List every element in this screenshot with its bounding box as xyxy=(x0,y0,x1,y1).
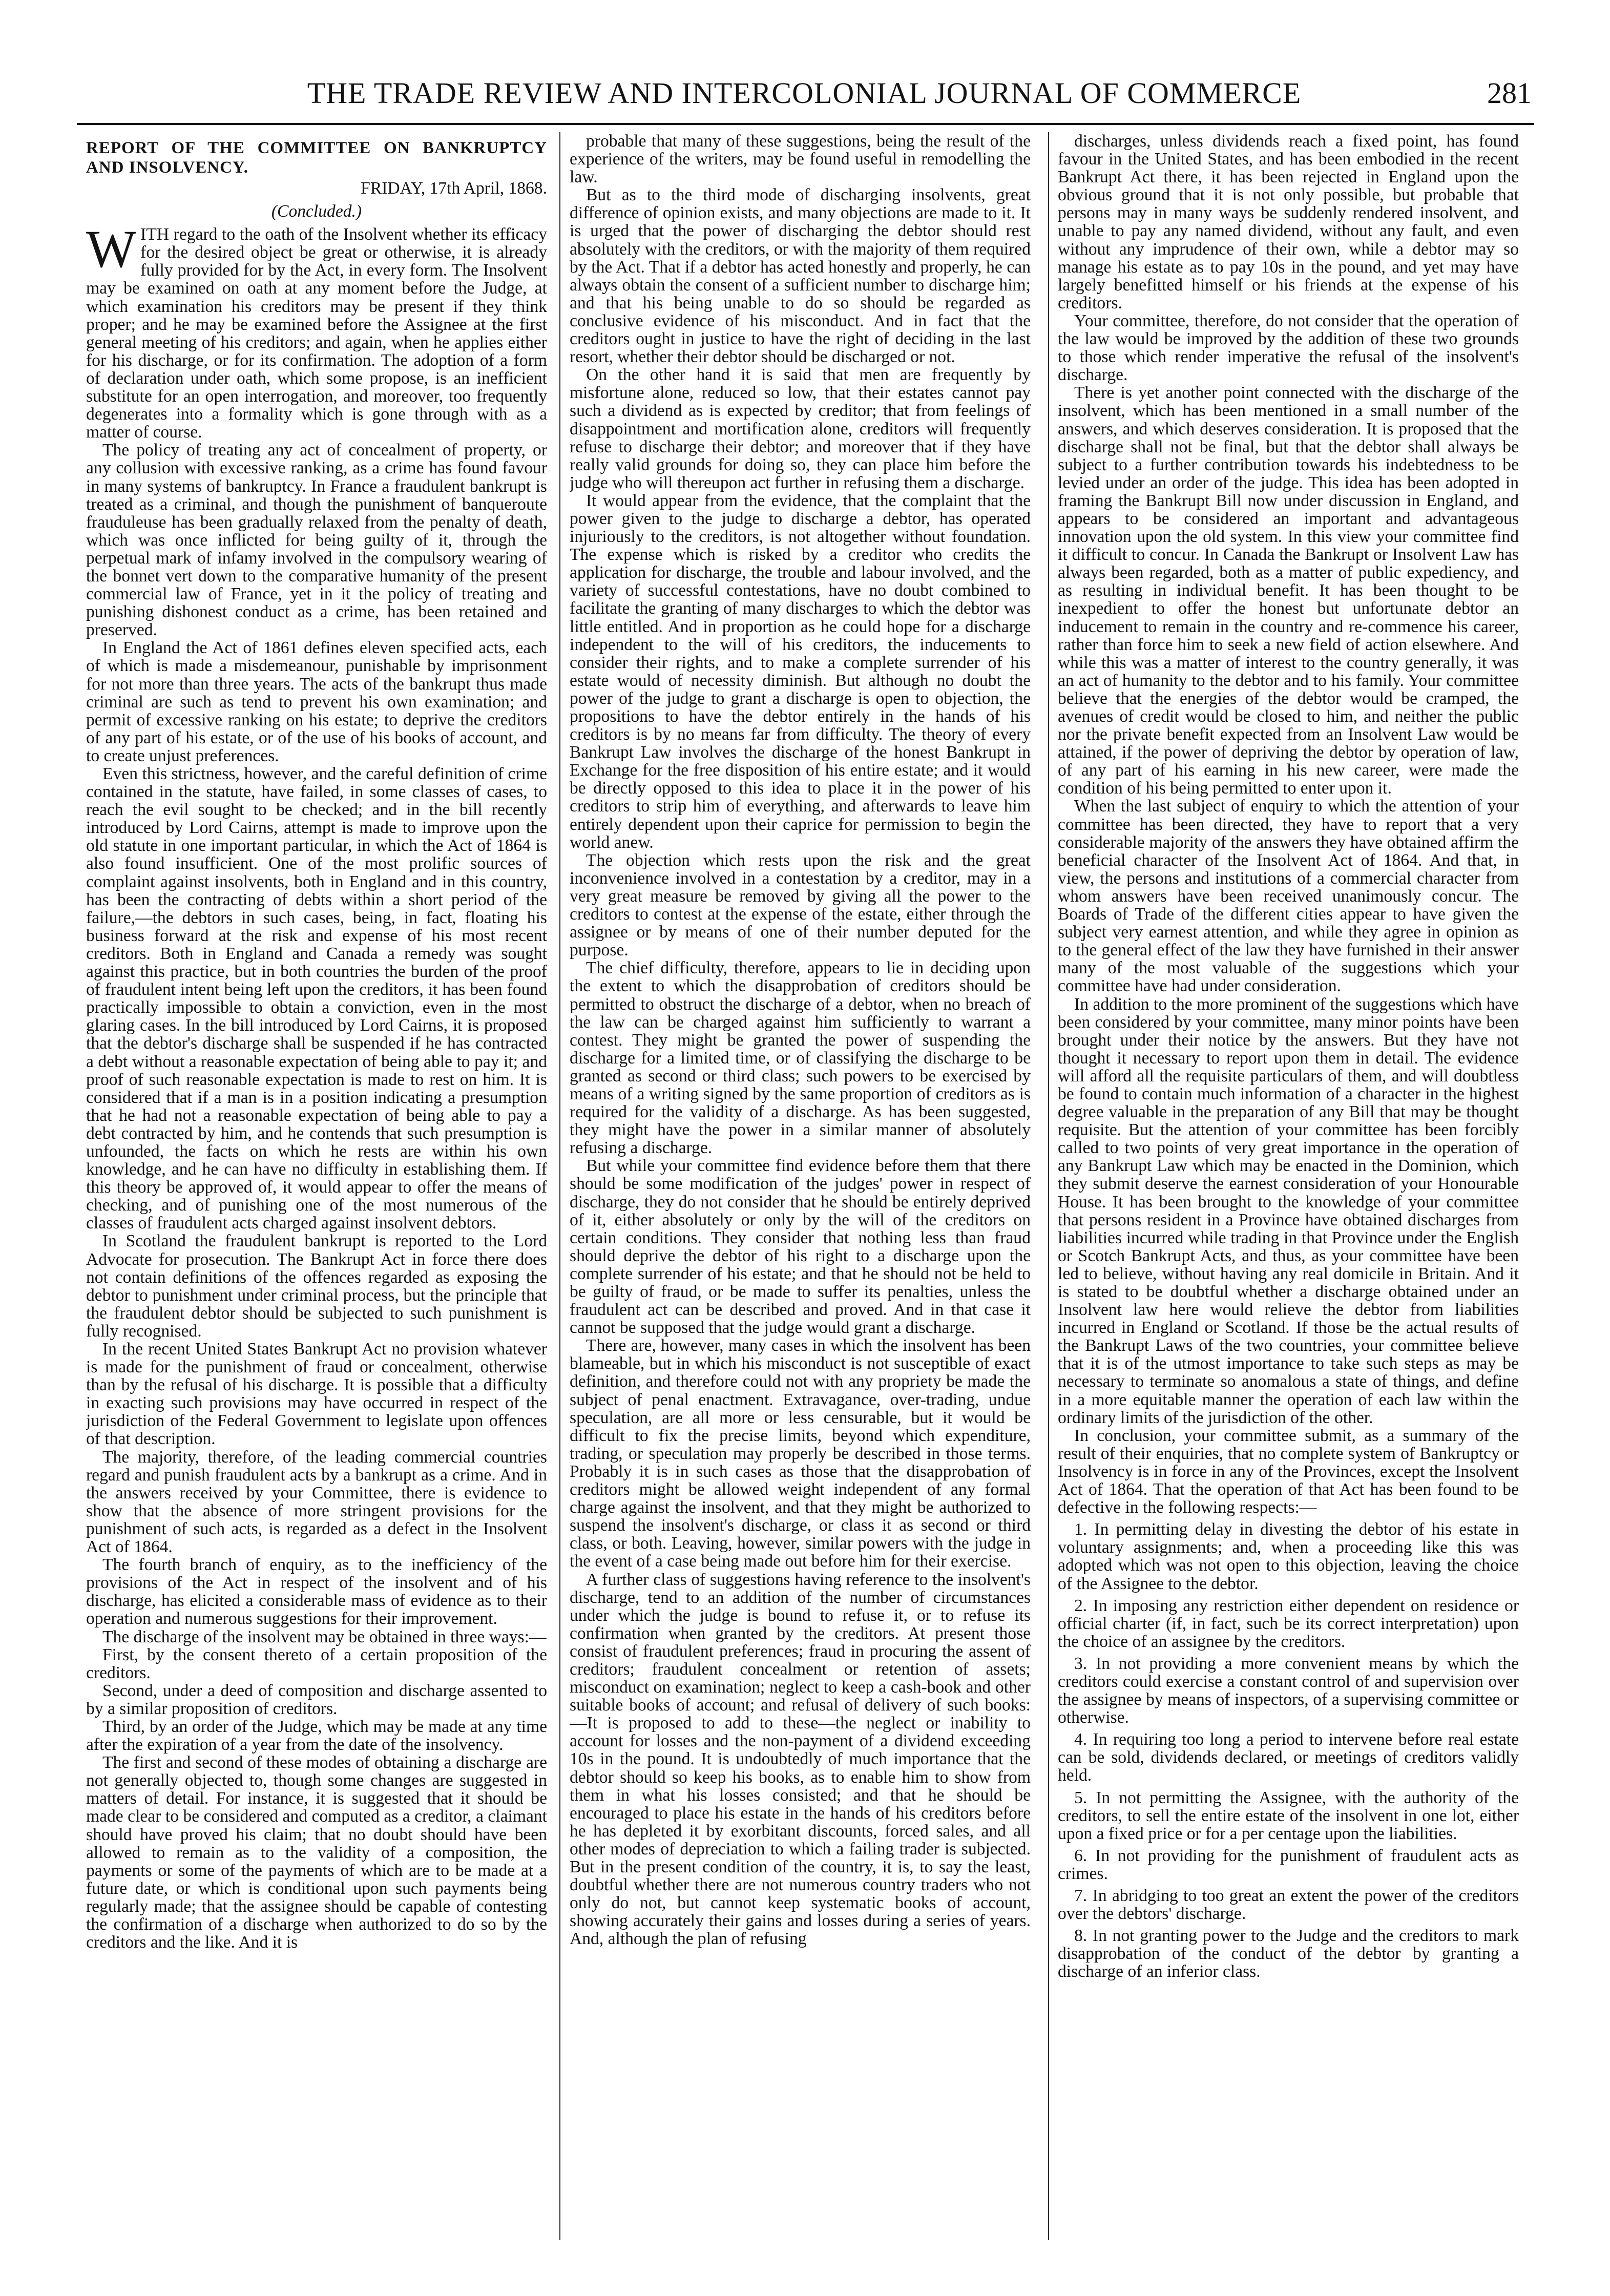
paragraph-text: 5. In not permitting the Assignee, with the authority of the creditors, to sell the entire estate of the insolvent in one lot, either upon a fixed price or for a per centage upon the liabilities. xyxy=(1058,1788,1519,1843)
column-2 xyxy=(570,132,1031,2243)
paragraph xyxy=(86,1628,547,1646)
paragraph-text: 4. In requiring too long a period to intervene before real estate can be sold, dividends declared, or meetings of creditors validly held. xyxy=(1058,1730,1519,1785)
paragraph xyxy=(86,1340,547,1448)
paragraph-text: In the recent United States Bankrupt Act no provision whatever is made for the punishment of fraud or concealment, otherwise than by the refusal of his discharge. It is possible that a difficulty in exacting such provisions may have occurred in respect of the jurisdiction of the Federal Government to legislate upon offences of that description. xyxy=(86,1340,547,1449)
paragraph-text: In addition to the more prominent of the suggestions which have been considered by your committee, many minor points have been brought under their notice by the answers. But they have not thought it necessary to report upon them in detail. The evidence will afford all the requisite particulars of them, and will doubtless be found to contain much information of a character in the highest degree valuable in the preparation of any Bill that may be thought requisite. But the attention of your committee has been forcibly called to two points of very great importance in the operation of any Bankrupt Law which may be enacted in the Dominion, which they submit deserve the earnest consideration of your Honourable House. It has been brought to the knowledge of your committee that persons resident in a Province have obtained discharges from liabilities incurred while trading in that Province under the English or Scotch Bankrupt Acts, and thus, as your committee have been led to believe, without having any real domicile in Britain. And it is stated to be doubtful whether a discharge obtained under an Insolvent law here would relieve the debtor from liabilities incurred in England or Scotland. If those be the actual results of the Bankrupt Laws of the two countries, your committee believe that it is of the utmost importance to take such steps as may be necessary to terminate so anomalous a state of things, and define in a more equitable manner the operation of each law within the ordinary limits of the jurisdiction of the other. xyxy=(1058,994,1519,1427)
paragraph xyxy=(1058,1427,1519,1516)
paragraph xyxy=(1058,1789,1519,1843)
paragraph-text: discharges, unless dividends reach a fixed point, has found favour in the United States, and has been embodied in the recent Bankrupt Act there, it has been rejected in England upon the obvious ground that it is not only possible, but probable that persons may in many ways be suddenly rendered insolvent, and unable to pay any named dividend, without any fault, and even without any imprudence of their own, while a debtor may so manage his estate as to pay 10s in the pound, and yet may have largely benefitted himself or his friends at the expense of his creditors. xyxy=(1058,132,1519,312)
paragraph xyxy=(86,1682,547,1718)
paragraph xyxy=(86,1232,547,1340)
paragraph xyxy=(1058,1597,1519,1651)
paragraph xyxy=(86,1556,547,1627)
paragraph-text: The discharge of the insolvent may be obtained in three ways:— xyxy=(102,1627,547,1646)
paragraph-text: 6. In not providing for the punishment of fraudulent acts as crimes. xyxy=(1058,1846,1519,1883)
paragraph-text: The policy of treating any act of concealment of property, or any collusion with excessive ranking, as a crime has found favour in many systems of bankruptcy. In France a fraudulent bankrupt is treated as a criminal, and though the punishment of banqueroute frauduleuse has been gradually relaxed from the penalty of death, which was once inflicted for being guilty of it, through the perpetual mark of infamy involved in the compulsory wearing of the bonnet vert down to the comparative humanity of the present commercial law of France, yet in it the policy of treating and punishing dishonest conduct as a crime, has been retained and preserved. xyxy=(86,441,547,640)
paragraph xyxy=(86,1646,547,1682)
paragraph-text: But as to the third mode of discharging insolvents, great difference of opinion exists, and many objections are made to it. It is urged that the power of discharging the debtor should rest absolutely with the creditors, or with the majority of them required by the Act. That if a debtor has acted honestly and properly, he can always obtain the consent of a sufficient number to discharge him; and that his being unable to do so should be regarded as conclusive evidence of his misconduct. And in fact that the creditors ought in justice to have the right of deciding in the last resort, whether their debtor should be discharged or not. xyxy=(570,185,1031,367)
paragraph-text: Third, by an order of the Judge, which may be made at any time after the expiration of a year from the date of the insolvency. xyxy=(86,1717,547,1755)
paragraph-text: In England the Act of 1861 defines eleven specified acts, each of which is made a misdemeanour, punishable by imprisonment for not more than three years. The acts of the bankrupt thus made criminal are such as tend to prevent his own examination; and permit of excessive ranking on his estate; to deprive the creditors of any part of his estate, or of the use of his books of account, and to create unjust preferences. xyxy=(86,638,547,765)
paragraph xyxy=(570,186,1031,366)
header-rule xyxy=(77,123,1534,125)
column-1-body xyxy=(86,220,547,1952)
paragraph-text: There are, however, many cases in which the insolvent has been blameable, but in which his misconduct is not susceptible of exact definition, and therefore could not with any propriety be made the subject of penal enactment. Extravagance, over-trading, undue speculation, are all more or less censurable, but it would be difficult to fix the precise limits, beyond which expenditure, trading, or speculation may properly be described in those terms. Probably it is in such cases as those that the disapprobation of creditors might be allowed weight independent of any formal charge against the insolvent, and that they might be authorized to suspend the insolvent's discharge, or class it as second or third class, or both. Leaving, however, similar powers with the judge in the event of a case being made out before him for their exercise. xyxy=(570,1336,1031,1571)
paragraph xyxy=(86,1718,547,1754)
paragraph xyxy=(1058,995,1519,1427)
column-3-body xyxy=(1058,132,1519,1980)
paragraph xyxy=(570,851,1031,959)
paragraph-text: The objection which rests upon the risk and the great inconvenience involved in a contestation by a creditor, may in a very great measure be removed by giving all the power to the creditors to contest at the expense of the estate, either through the assignee or by means of one of their number deputed for the purpose. xyxy=(570,850,1031,960)
page-number: 281 xyxy=(1487,76,1532,110)
paragraph xyxy=(570,1157,1031,1337)
column-divider-1 xyxy=(559,132,560,2240)
paragraph xyxy=(1058,797,1519,995)
paragraph-text: In Scotland the fraudulent bankrupt is reported to the Lord Advocate for prosecution. The Bankrupt Act in force there does not contain definitions of the offences regarded as exposing the debtor to punishment under criminal process, but the principle that the fraudulent debtor should be subjected to such punishment is fully recognised. xyxy=(86,1232,547,1341)
paragraph xyxy=(1058,384,1519,797)
paragraph-text: 7. In abridging to too great an extent the power of the creditors over the debtors' discharge. xyxy=(1058,1886,1519,1924)
paragraph xyxy=(86,1448,547,1556)
column-divider-2 xyxy=(1048,132,1049,2240)
article-date: FRIDAY, 17th April, 1868. xyxy=(361,179,547,198)
paragraph-text: First, by the consent thereto of a certain proposition of the creditors. xyxy=(86,1645,547,1682)
paragraph xyxy=(1058,1927,1519,1980)
paragraph-text: When the last subject of enquiry to which the attention of your committee has been directed, they have to report that a very considerable majority of the answers they have obtained affirm the beneficial character of the Insolvent Act of 1864. And that, in view, the persons and institutions of a commercial character from whom answers have been received unanimously concur. The Boards of Trade of the different cities appear to have given the subject very earnest attention, and while they agree in opinion as to the general effect of the law they have furnished in their answer many of the most valuable of the suggestions which your committee have had under consideration. xyxy=(1058,797,1519,996)
paragraph-text: But while your committee find evidence before them that there should be some modification of the judges' power in respect of discharge, they do not consider that he should be entirely deprived of it, either absolutely or only by the will of the creditors on certain conditions. They consider that nothing less than fraud should deprive the debtor of his right to a discharge upon the complete surrender of his estate; and that he should not be held to be guilty of fraud, or be made to suffer its penalties, unless the fraudulent act can be described and proved. And in that case it cannot be supposed that the judge would grant a discharge. xyxy=(570,1156,1031,1338)
paragraph xyxy=(1058,1655,1519,1726)
paragraph xyxy=(86,765,547,1232)
concluded-note: (Concluded.) xyxy=(271,202,362,221)
paragraph xyxy=(1058,312,1519,384)
paragraph xyxy=(86,441,547,639)
paragraph xyxy=(570,492,1031,851)
column-2-body xyxy=(570,132,1031,1948)
page-header xyxy=(77,76,1532,117)
paragraph-text: Second, under a deed of composition and discharge assented to by a similar proposition of creditors. xyxy=(86,1681,547,1718)
paragraph xyxy=(1058,1887,1519,1923)
paragraph-text: probable that many of these suggestions, being the result of the experience of the writers, may be found useful in remodelling the law. xyxy=(570,132,1031,187)
paragraph xyxy=(570,959,1031,1157)
paragraph xyxy=(1058,1730,1519,1784)
paragraph xyxy=(86,1754,547,1951)
paragraph-text: In conclusion, your committee submit, as a summary of the result of their enquiries, that no complete system of Bankruptcy or Insolvency is in force in any of the Provinces, except the Insolvent Act of 1864. That the operation of that Act has been found to be defective in the following respects:— xyxy=(1058,1426,1519,1517)
paragraph xyxy=(86,220,547,442)
paragraph xyxy=(570,1571,1031,1948)
paragraph-text: There is yet another point connected with the discharge of the insolvent, which has been mentioned in a small number of the answers, and which deserves consideration. It is proposed that the discharge shall not be final, but that the debtor shall always be subject to a further contribution towards his indebtedness to be levied under an order of the judge. This idea has been adopted in framing the Bankrupt Bill now under discussion in England, and appears to be considered an important and advantageous innovation upon the old system. In this view your committee find it difficult to concur. In Canada the Bankrupt or Insolvent Law has always been regarded, both as a matter of public expediency, and as resulting in individual benefit. It has been thought to be inexpedient to offer the honest but unfortunate debtor an inducement to remain in the country and re-commence his career, rather than force him to seek a new field of action elsewhere. And while this was a matter of interest to the country generally, it was an act of humanity to the debtor and to his family. Your committee believe that the energies of the debtor would be cramped, the avenues of credit would be closed to him, and neither the public nor the private benefit expected from an Insolvent Law would be attained, if the power of depriving the debtor by operation of law, of any part of his earning in his new career, were made the condition of his being permitted to enter upon it. xyxy=(1058,383,1519,798)
paragraph xyxy=(1058,132,1519,312)
paragraph-text: The first and second of these modes of obtaining a discharge are not generally objected to, though some changes are suggested in matters of detail. For instance, it is suggested that it should be made clear to be considered and computed as a creditor, a claimant should have proved his claim; that no doubt should have been allowed to remain as to the validity of a composition, the payments or some of the payments of which are to be made at a future date, or which is conditional upon such payments being regularly made; that the assignee should be capable of contesting the confirmation of a discharge when authorized to do so by the creditors and the like. And it is xyxy=(86,1753,547,1952)
paragraph-text: A further class of suggestions having reference to the insolvent's discharge, tend to an addition of the number of circumstances under which the judge is bound to refuse it, or to refuse its confirmation when granted by the creditors. At present those consist of fraudulent preferences; fraud in procuring the assent of creditors; fraudulent concealment or retention of assets; misconduct on examination; neglect to keep a cash-book and other suitable books of account; and refusal of delivery of such books:—It is proposed to add to these—the neglect or inability to account for losses and the non-payment of a dividend exceeding 10s in the pound. It is undoubtedly of much importance that the debtor should so keep his books, as to enable him to show from them in what his losses consisted; and that he should be encouraged to place his estate in the hands of his creditors before he has depleted it by exorbitant discounts, forced sales, and all other modes of depreciation to which a failing trader is subjected. But in the present condition of the country, it is, to say the least, doubtful whether there are not numerous country traders who not only do not, but cannot keep systematic books of account, showing accurately their gains and losses during a series of years. And, although the plan of refusing xyxy=(570,1570,1031,1949)
paragraph-text: Even this strictness, however, and the careful definition of crime contained in the statute, have failed, in some classes of cases, to reach the evil sought to be checked; and in the bill recently introduced by Lord Cairns, attempt is made to improve upon the old statute in one important particular, in which the Act of 1864 is also found insufficient. One of the most prolific sources of complaint against insolvents, both in England and in this country, has been the contracting of debts within a short period of the failure,—the debtors in such cases, being, in fact, floating his business forward at the risk and expense of his most recent creditors. Both in England and Canada a remedy was sought against this practice, but in both countries the burden of the proof of fraudulent intent being left upon the creditors, it has been found practically impossible to obtain a conviction, even in the most glaring cases. In the bill introduced by Lord Cairns, it is proposed that the debtor's discharge shall be suspended if he has contracted a debt without a reasonable expectation of being able to pay it; and proof of such reasonable expectation is made to rest on him. It is considered that if a man is in a position indicating a presumption that he had not a reasonable expectation of being able to pay a debt contracted by him, and he contends that such presumption is unfounded, the facts on which he rests are within his own knowledge, and he can have no difficulty in establishing them. If this theory be approved of, it would appear to offer the means of checking, and of punishing one of the most numerous of the classes of fraudulent acts charged against insolvent debtors. xyxy=(86,764,547,1233)
paragraph xyxy=(570,132,1031,186)
article-title: REPORT OF THE COMMITTEE ON BANKRUPTCY AND INSOLVENCY. xyxy=(86,139,547,177)
paragraph-text: 3. In not providing a more convenient means by which the creditors could exercise a constant control of and supervision over the assignee by means of inspectors, of a supervising committee or otherwise. xyxy=(1058,1654,1519,1727)
paragraph xyxy=(570,1337,1031,1570)
paragraph-text: The chief difficulty, therefore, appears to lie in deciding upon the extent to which the disapprobation of creditors should be permitted to obstruct the discharge of a debtor, when no breach of the law can be charged against him sufficiently to warrant a contest. They might be granted the power of suspending the discharge for a limited time, or of classifying the discharge to be granted as second or third class; such powers to be exercised by means of a writing signed by the same proportion of creditors as is required for the validity of a discharge. As has been suggested, they might have the power in a similar manner of absolutely refusing a discharge. xyxy=(570,958,1031,1158)
paragraph-text: It would appear from the evidence, that the complaint that the power given to the judge to discharge a debtor, has operated injuriously to the creditors, is not altogether without foundation. The expense which is risked by a creditor who credits the application for discharge, the trouble and labour involved, and the variety of successful contestations, have no doubt combined to facilitate the granting of many discharges to which the debtor was little entitled. And in proportion as he could hope for a discharge independent to the will of his creditors, the inducements to consider their rights, and to make a complete surrender of his estate would of necessity diminish. But although no doubt the power of the judge to grant a discharge is open to objection, the propositions to have the debtor entirely in the hands of his creditors is by no means far from difficulty. The theory of every Bankrupt Law involves the discharge of the honest Bankrupt in Exchange for the free disposition of his entire estate; and it would be directly opposed to this idea to place it in the power of his creditors to strip him of everything, and afterwards to leave him entirely dependent upon their caprice for permission to begin the world anew. xyxy=(570,491,1031,852)
drop-cap: W xyxy=(86,220,137,279)
paragraph-text: On the other hand it is said that men are frequently by misfortune alone, reduced so low, that their estates cannot pay such a dividend as is expected by creditor; that from feelings of disappointment and mortification alone, creditors will frequently refuse to discharge their debtor; and moreover that if they have really valid grounds for doing so, they can place him before the judge who will thereupon act further in refusing them a discharge. xyxy=(570,365,1031,492)
paragraph-text: ITH regard to the oath of the Insolvent whether its efficacy for the desired object be great or otherwise, it is already fully provided for by the Act, in every form. The Insolvent may be examined on oath at any moment before the Judge, at which examination his creditors may be present if they think proper; and he may be examined before the Assignee at the first general meeting of his creditors; and again, when he applies either for his discharge, or for its confirmation. The adoption of a form of declaration under oath, which some propose, is an inefficient substitute for an open interrogation, and moreover, too frequently degenerates into a formality which is gone through with as a matter of course. xyxy=(86,225,547,442)
column-1 xyxy=(86,132,547,2243)
paragraph-text: The fourth branch of enquiry, as to the inefficiency of the provisions of the Act in respect of the insolvent and of his discharge, has elicited a considerable mass of evidence as to their operation and numerous suggestions for their improvement. xyxy=(86,1555,547,1629)
paragraph xyxy=(86,639,547,765)
paragraph-text: 2. In imposing any restriction either dependent on residence or official charter (if, in fact, such be its correct interpretation) upon the choice of an assignee by the creditors. xyxy=(1058,1596,1519,1651)
paragraph-text: 1. In permitting delay in divesting the debtor of his estate in voluntary assignments; and, when a proceeding like this was adopted which was not open to this objection, leaving the choice of the Assignee to the debtor. xyxy=(1058,1520,1519,1593)
column-3 xyxy=(1058,132,1519,2243)
paragraph-text: 8. In not granting power to the Judge and the creditors to mark disapprobation of the conduct of the debtor by granting a discharge of an inferior class. xyxy=(1058,1926,1519,1981)
paragraph xyxy=(570,366,1031,492)
journal-title: THE TRADE REVIEW AND INTERCOLONIAL JOURNAL OF COMMERCE xyxy=(307,76,1302,110)
paragraph-text: The majority, therefore, of the leading commercial countries regard and punish fraudulent acts by a bankrupt as a crime. And in the answers received by your Committee, there is evidence to show that the absence of more stringent provisions for the punishment of such acts, is regarded as a defect in the Insolvent Act of 1864. xyxy=(86,1447,547,1557)
paragraph xyxy=(1058,1520,1519,1592)
paragraph-text: Your committee, therefore, do not consider that the operation of the law would be improved by the addition of these two grounds to those which render imperative the refusal of the insolvent's discharge. xyxy=(1058,311,1519,385)
paragraph xyxy=(1058,1847,1519,1883)
